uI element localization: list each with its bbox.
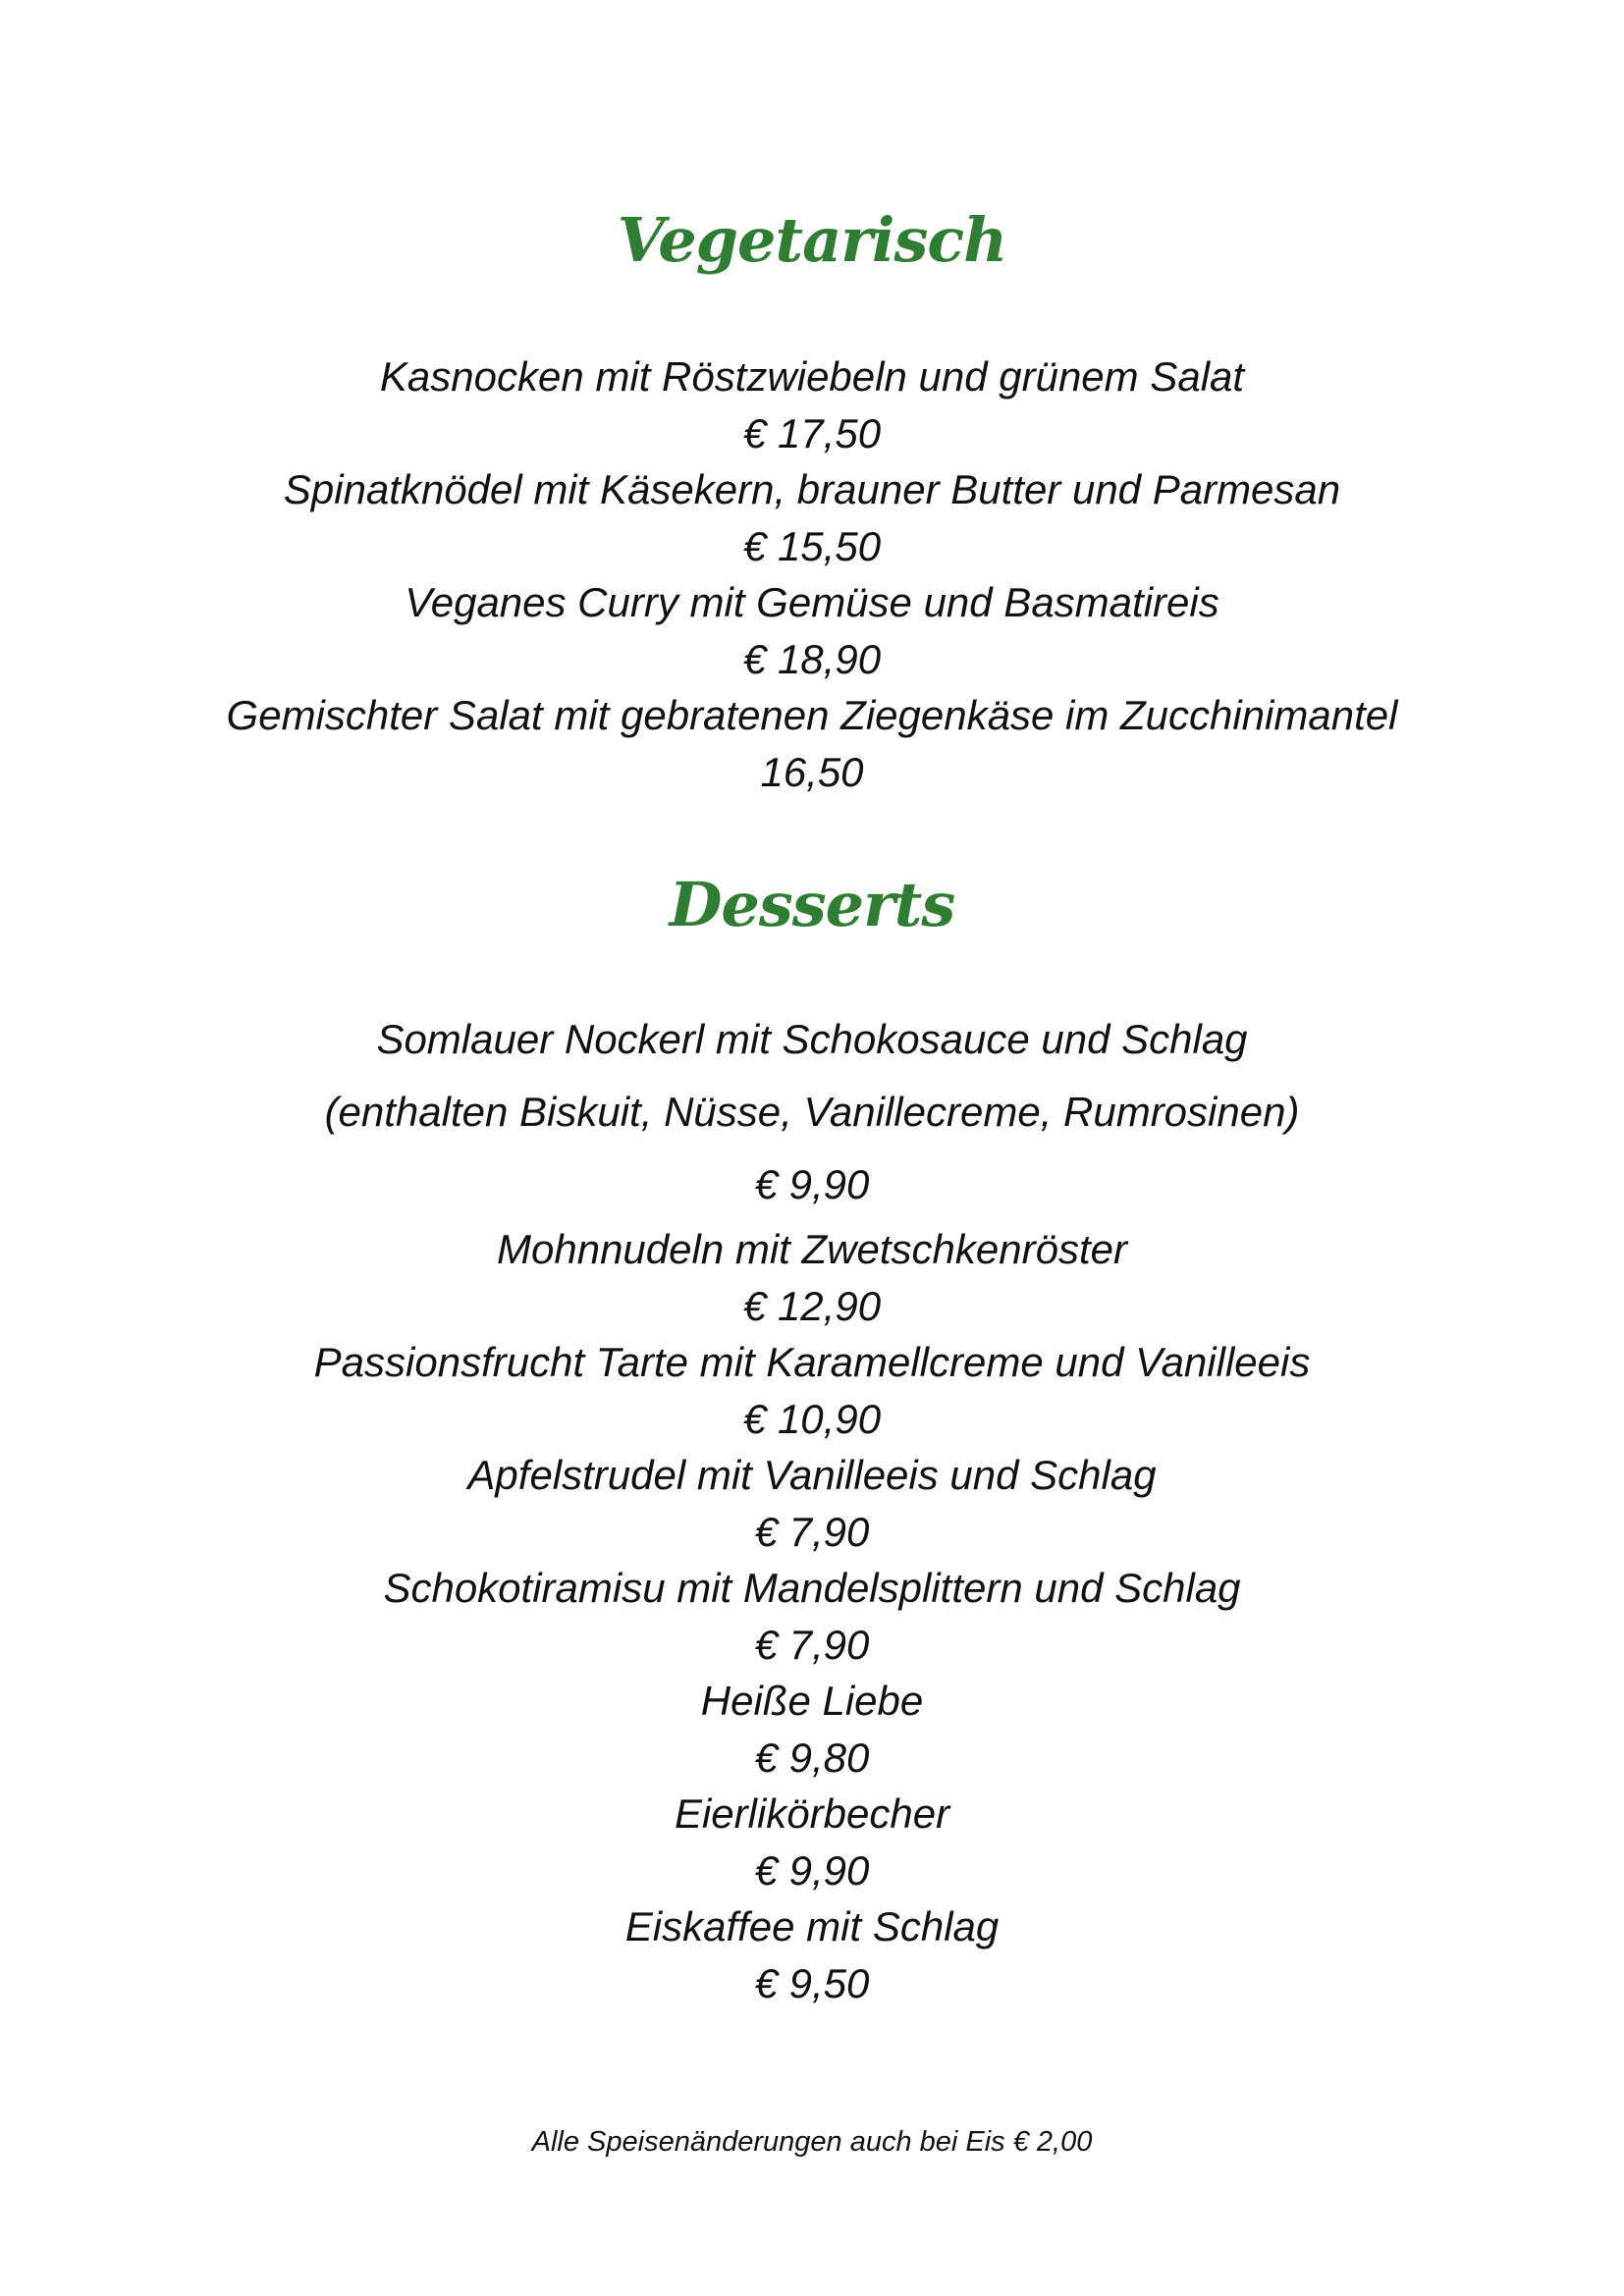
section-title-vegetarian: Vegetarisch: [617, 204, 1007, 276]
dish-name: Gemischter Salat mit gebratenen Ziegenkäse im Zucchinimantel: [226, 692, 1398, 738]
desserts-list: [0, 1003, 1624, 2011]
dish-price: € 7,90: [754, 1621, 870, 1668]
dish-name: Veganes Curry mit Gemüse und Basmatireis: [405, 579, 1219, 625]
dish-price: € 12,90: [742, 1282, 882, 1329]
footer-note: Alle Speisenänderungen auch bei Eis € 2,00: [531, 2126, 1093, 2158]
dish-price: € 9,80: [754, 1734, 870, 1781]
dish-name: Schokotiramisu mit Mandelsplittern und Schlag: [383, 1565, 1241, 1611]
dish-price: 16,50: [760, 748, 864, 795]
dish-name: Somlauer Nockerl mit Schokosauce und Schlag: [376, 1016, 1248, 1062]
dish-price: € 10,90: [742, 1395, 882, 1442]
dish-price: € 15,50: [742, 522, 882, 569]
dish-name: Kasnocken mit Röstzwiebeln und grünem Salat: [379, 353, 1245, 400]
dish-name: Apfelstrudel mit Vanilleeis und Schlag: [467, 1452, 1157, 1498]
dish-price: € 9,90: [754, 1161, 870, 1207]
dish-price: € 9,90: [754, 1846, 870, 1894]
dish-price: € 17,50: [742, 409, 882, 456]
dish-name: Eiskaffee mit Schlag: [624, 1903, 1000, 1949]
dish-name: Mohnnudeln mit Zwetschkenröster: [497, 1226, 1127, 1272]
section-title-desserts: Desserts: [669, 869, 955, 940]
vegetarian-list: [0, 348, 1624, 800]
dish-name: Eierlikörbecher: [674, 1790, 950, 1837]
dish-price: € 9,50: [754, 1959, 870, 2006]
dish-name: Spinatknödel mit Käsekern, brauner Butter und Parmesan: [283, 466, 1341, 512]
dish-name: Passionsfrucht Tarte mit Karamellcreme und Vanilleeis: [313, 1339, 1311, 1385]
dish-note: (enthalten Biskuit, Nüsse, Vanillecreme, Rumrosinen): [324, 1089, 1300, 1135]
dish-price: € 7,90: [754, 1508, 870, 1555]
dish-price: € 18,90: [742, 635, 882, 682]
dish-name: Heiße Liebe: [700, 1678, 924, 1724]
